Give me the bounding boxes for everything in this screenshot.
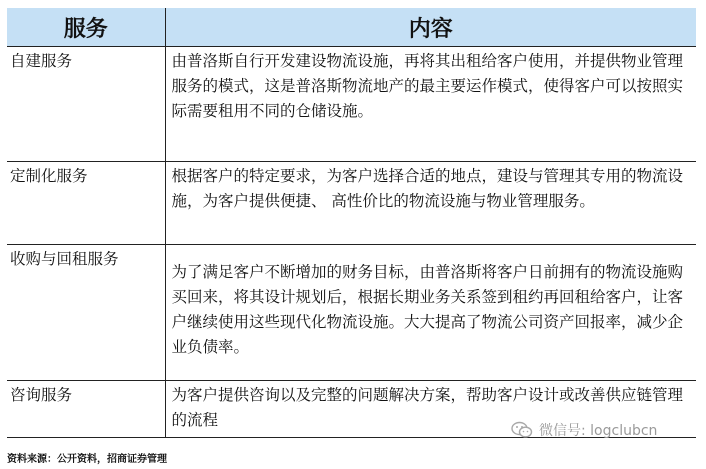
content-cell: 为客户提供咨询以及完整的问题解决方案，帮助客户设计或改善供应链管理的流程 xyxy=(165,381,696,438)
source-note: 资料来源：公开资料，招商证券管理 xyxy=(7,454,167,465)
table-header-row xyxy=(7,8,696,47)
table-row xyxy=(7,162,696,245)
header-content: 内容 xyxy=(165,8,696,47)
service-cell: 自建服务 xyxy=(7,47,165,162)
service-cell: 收购与回租服务 xyxy=(7,245,165,381)
wechat-icon xyxy=(511,421,533,439)
content-cell: 根据客户的特定要求，为客户选择合适的地点，建设与管理其专用的物流设施，为客户提供便捷、 高性价比的物流设施与物业管理服务。 xyxy=(165,162,696,245)
content-cell: 为了满足客户不断增加的财务目标，由普洛斯将客户日前拥有的物流设施购买回来，将其设计规划后，根据长期业务关系签到租约再回租给客户，让客户继续使用这些现代化物流设施。大大提高了物流公司资产回报率，减少企业负债率。 xyxy=(165,245,696,381)
wechat-watermark xyxy=(511,420,657,440)
services-table-frame xyxy=(7,8,696,445)
table-row xyxy=(7,245,696,381)
service-cell: 定制化服务 xyxy=(7,162,165,245)
service-cell: 咨询服务 xyxy=(7,381,165,438)
header-service: 服务 xyxy=(7,8,165,47)
services-table xyxy=(7,8,696,438)
watermark-text: 微信号: logclubcn xyxy=(539,423,658,439)
table-row xyxy=(7,47,696,162)
content-cell: 由普洛斯自行开发建设物流设施，再将其出租给客户使用，并提供物业管理服务的模式，这是普洛斯物流地产的最主要运作模式，使得客户可以按照实际需要租用不同的仓储设施。 xyxy=(165,47,696,162)
